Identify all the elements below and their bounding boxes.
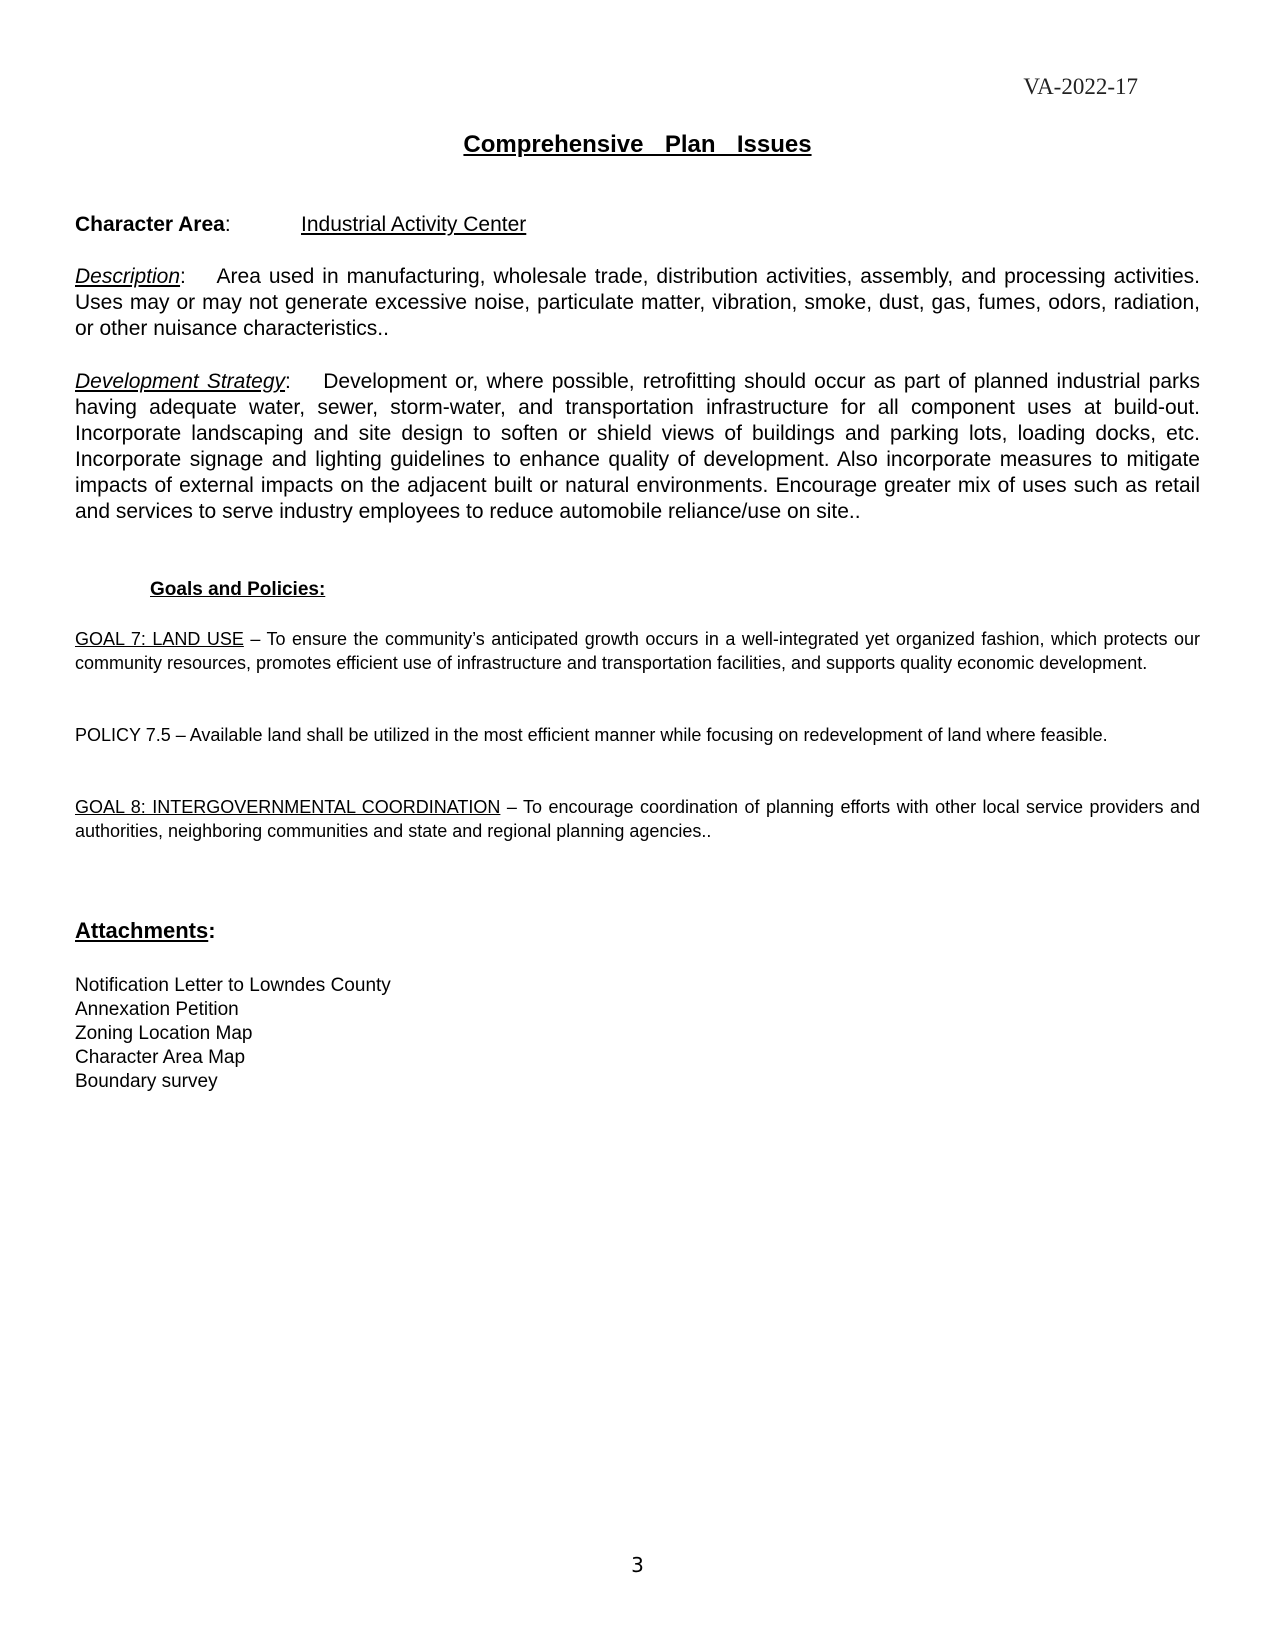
character-area-label: Character Area bbox=[75, 213, 225, 236]
development-strategy-text: Development or, where possible, retrofitting should occur as part of planned industrial parks having adequate water, sewer, storm-water, and transportation infrastructure for all component uses at build-out. Incorporate landscaping and site design to soften or shield views of buildings and parking lots, loading docks, etc. Incorporate signage and lighting guidelines to enhance quality of development. Also incorporate measures to mitigate impacts of external impacts on the adjacent built or natural environments. Encourage greater mix of uses such as retail and services to serve industry employees to reduce automobile reliance/use on site.. bbox=[75, 370, 1201, 523]
attachment-item: Notification Letter to Lowndes County bbox=[75, 975, 391, 996]
attachment-item: Boundary survey bbox=[75, 1071, 218, 1092]
goal-7-title: GOAL 7: LAND USE bbox=[75, 629, 244, 649]
goal-7-text: – To ensure the community’s anticipated growth occurs in a well-integrated yet organized fashion, which protects our community resources, promotes efficient use of infrastructure and transportation facilities, and supports quality economic development. bbox=[75, 629, 1200, 673]
development-strategy-label: Development Strategy bbox=[75, 370, 286, 393]
description-label: Description bbox=[75, 265, 181, 288]
character-area-colon: : bbox=[224, 213, 231, 236]
attachments-heading bbox=[75, 918, 216, 944]
document-id: VA-2022-17 bbox=[1023, 74, 1138, 99]
goal-8-text: – To encourage coordination of planning efforts with other local service providers and authorities, neighboring communities and state and regional planning agencies.. bbox=[75, 797, 1200, 841]
goals-policies-heading: Goals and Policies: bbox=[150, 579, 326, 600]
goal-7-paragraph bbox=[75, 627, 1200, 675]
page-number: 3 bbox=[631, 1553, 644, 1577]
attachment-item: Annexation Petition bbox=[75, 999, 239, 1020]
attachments-heading-colon: : bbox=[208, 918, 216, 943]
attachments-heading-label: Attachments bbox=[75, 918, 209, 943]
development-strategy-paragraph bbox=[75, 369, 1200, 525]
character-area-value: Industrial Activity Center bbox=[301, 213, 527, 236]
goal-8-paragraph bbox=[75, 795, 1200, 843]
description-text: Area used in manufacturing, wholesale trade, distribution activities, assembly, and processing activities. Uses may or may not generate excessive noise, particulate matter, vibration, smoke, dust, gas, fumes, odors, radiation, or other nuisance characteristics.. bbox=[75, 265, 1200, 340]
attachment-item: Character Area Map bbox=[75, 1047, 246, 1068]
policy-7-5-text: POLICY 7.5 – Available land shall be utilized in the most efficient manner while focusing on redevelopment of land where feasible. bbox=[75, 725, 1108, 745]
goal-8-title: GOAL 8: INTERGOVERNMENTAL COORDINATION bbox=[75, 797, 501, 817]
attachment-item: Zoning Location Map bbox=[75, 1023, 253, 1044]
character-area-line bbox=[75, 213, 527, 237]
attachments-list bbox=[75, 974, 391, 1094]
development-strategy-colon: : bbox=[285, 370, 291, 393]
policy-7-5-paragraph bbox=[75, 723, 1200, 747]
page-title: Comprehensive Plan Issues bbox=[463, 131, 812, 158]
description-colon: : bbox=[180, 265, 186, 288]
description-paragraph bbox=[75, 264, 1200, 342]
